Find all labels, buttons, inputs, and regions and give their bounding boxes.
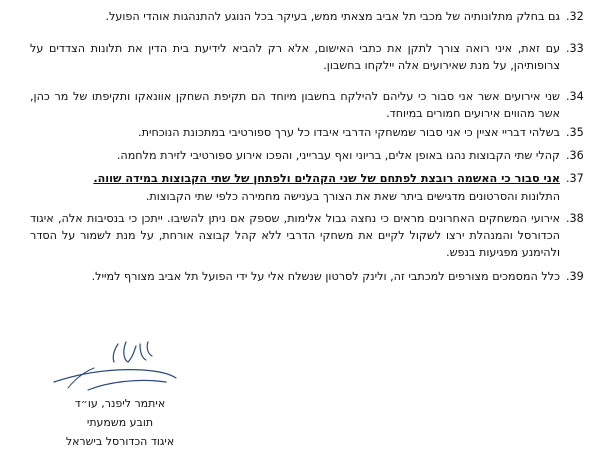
- paragraph-number: .36: [566, 149, 584, 162]
- note-line: התלונות והסרטונים מדגישים ביתר שאת את הצורך בענישה מחמירה כלפי שתי הקבוצות.: [145, 190, 560, 203]
- paragraph-number: .38: [566, 212, 584, 225]
- paragraph-number: .33: [566, 42, 584, 55]
- signature-block: [40, 394, 200, 451]
- paragraph-36: [30, 147, 588, 164]
- signer-role: תובע משמעתי: [86, 416, 154, 429]
- paragraph-text: גם בחלק מתלונותיה של מכבי תל אביב מצאתי ממש, בעיקר בכל הנוגע להתנהגות אוהדי הפועל.: [105, 10, 560, 23]
- signer-name: איתמר ליפנר, עו״ד: [74, 397, 166, 410]
- paragraph-38: [30, 210, 588, 261]
- paragraph-text: כלל המסמכים מצורפים למכתבי זה, ולינק לסרטון שנשלח אלי על ידי הפועל תל אביב מצורף למייל.: [91, 270, 560, 283]
- paragraph-33: [30, 40, 588, 74]
- paragraph-text: בשלהי דבריי אציין כי אני סבור שמשחקי הדרבי איבדו כל ערך ספורטיבי במתכונת הנוכחית.: [138, 126, 560, 139]
- paragraph-text: קהלי שתי הקבוצות נהגו באופן אלים, בריוני ואף עברייני, והפכו אירוע ספורטיבי לזירת מלחמה.: [116, 149, 560, 162]
- paragraph-34: [30, 88, 588, 122]
- paragraph-number: .32: [566, 10, 584, 23]
- handwritten-signature: [48, 338, 178, 394]
- paragraph-text: עם זאת, איני רואה צורך לתקן את כתבי האישום, אלא רק להביא לידיעת בית הדין את תלונות הצדדים על צרופותיהן, על מנת שאירועים אלה יילקחו בחשבון.: [30, 42, 560, 72]
- paragraph-text-bold: אני סבור כי האשמה רובצת לפתחם של שני הקהלים ולפתחן של שתי הקבוצות במידה שווה.: [93, 172, 560, 185]
- paragraph-number: .35: [566, 126, 584, 139]
- paragraph-number: .34: [566, 90, 584, 103]
- paragraph-text: אירועי המשחקים האחרונים מראים כי נחצה גבול אלימות, שספק אם ניתן להשיבו. ייתכן כי בנסיבות אלה, איגוד הכדורסל והמנהלת ירצו לשקול לקיים את משחקי הדרבי ללא קהל קבוצה אורחת, על מנת לשמור על הסדר ולהימנע מפגיעות בנפש.: [30, 212, 560, 259]
- paragraph-35: [30, 124, 588, 141]
- signer-organization: איגוד הכדורסל בישראל: [65, 435, 175, 448]
- paragraph-32: [30, 8, 588, 25]
- paragraph-text: שני אירועים אשר אני סבור כי עליהם להילקח בחשבון מיוחד הם תקיפת השחקן אוונאקו ותקיפתו של מר כהן, אשר מהווים אירועים חמורים במיוחד.: [30, 90, 560, 120]
- paragraph-39: [30, 268, 588, 285]
- paragraph-number: .39: [566, 270, 584, 283]
- paragraph-number: .37: [566, 172, 584, 185]
- paragraph-37: [30, 170, 588, 187]
